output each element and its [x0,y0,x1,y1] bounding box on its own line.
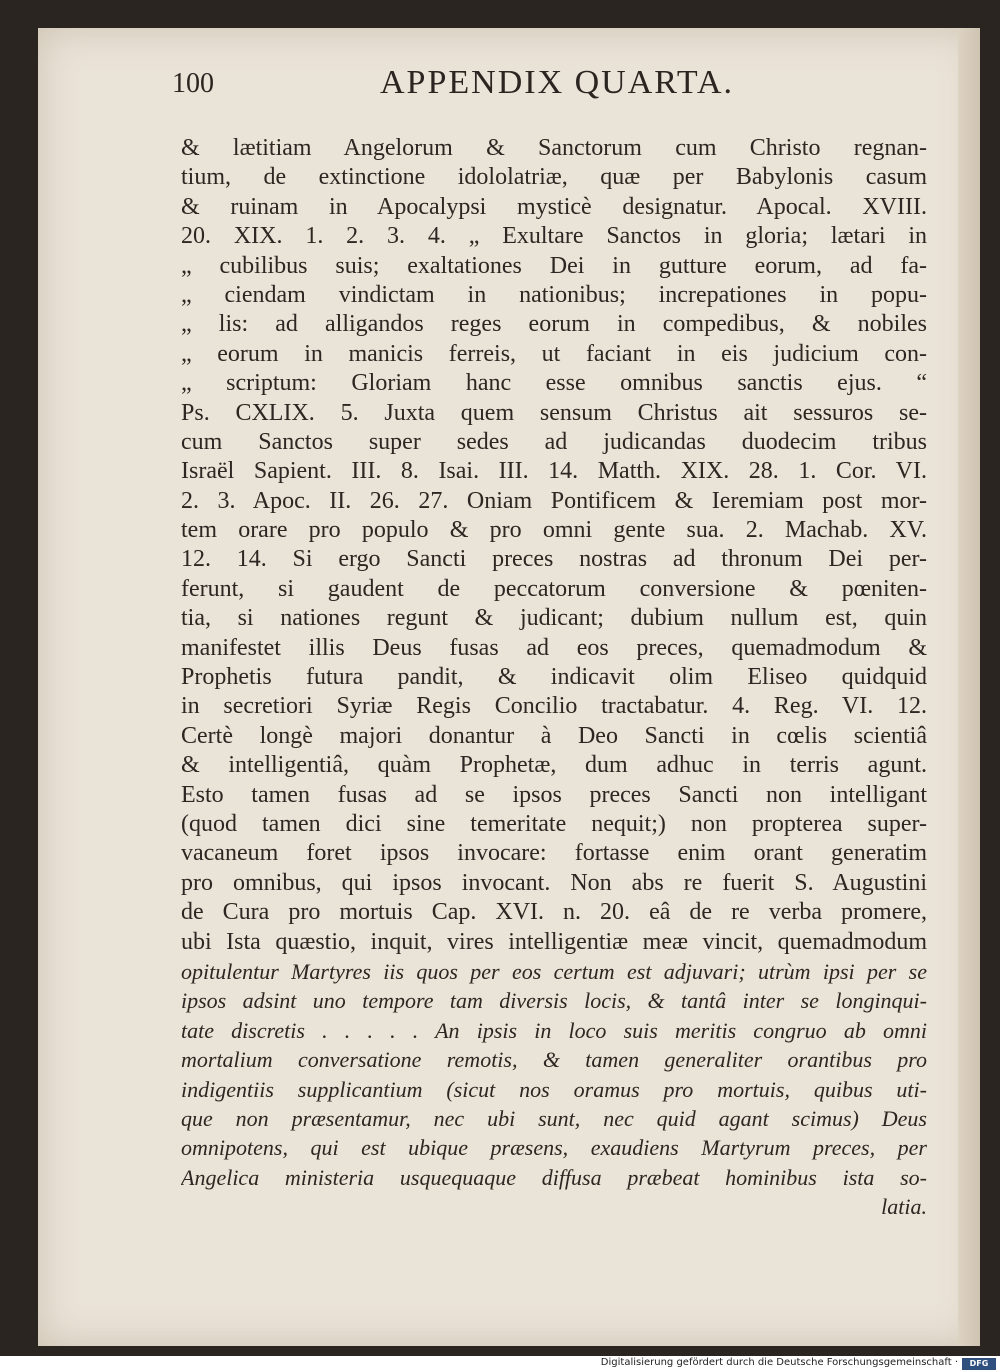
digitization-credit: Digitalisierung gefördert durch die Deutsche Forschungsgemeinschaft · [600,1357,958,1368]
text-line: 2. 3. Apoc. II. 26. 27. Oniam Pontificem & Ieremiam post mor- [181,487,927,514]
footer-bar [0,1356,1000,1372]
text-line: que non præsentamur, nec ubi sunt, nec quid agant scimus) Deus [181,1105,927,1131]
text-line: indigentiis supplicantium (sicut nos oramus pro mortuis, quibus uti- [181,1076,927,1102]
dfg-logo: DFG [962,1358,996,1370]
page-header [172,62,912,112]
running-title: APPENDIX QUARTA. [380,64,735,101]
text-line: 12. 14. Si ergo Sancti preces nostras ad thronum Dei per- [181,546,927,573]
text-line: latia. [881,1194,927,1220]
text-line: Esto tamen fusas ad se ipsos preces Sancti non intelligant [181,781,927,808]
text-line: tate discretis . . . . . An ipsis in loco suis meritis congruo ab omni [181,1017,927,1043]
text-line: opitulentur Martyres iis quos per eos certum est adjuvari; utrùm ipsi per se [181,958,927,984]
page-edge [958,28,980,1346]
text-line: cum Sanctos super sedes ad judicandas duodecim tribus [181,428,927,455]
text-line: „ ciendam vindictam in nationibus; increpationes in popu- [181,281,927,308]
text-line: in secretiori Syriæ Regis Concilio tractabatur. 4. Reg. VI. 12. [181,693,927,720]
text-line: omnipotens, qui est ubique præsens, exaudiens Martyrum preces, per [181,1135,927,1161]
text-line: & intelligentiâ, quàm Prophetæ, dum adhuc in terris agunt. [181,752,927,779]
text-line: & lætitiam Angelorum & Sanctorum cum Christo regnan- [181,135,927,161]
text-line: Prophetis futura pandit, & indicavit olim Eliseo quidquid [181,664,927,691]
text-line: Ps. CXLIX. 5. Juxta quem sensum Christus ait sessuros se- [181,399,927,426]
text-line: tia, si nationes regunt & judicant; dubium nullum est, quin [181,605,927,632]
text-line: & ruinam in Apocalypsi mysticè designatur. Apocal. XVIII. [181,193,927,220]
text-line: de Cura pro mortuis Cap. XVI. n. 20. eâ de re verba promere, [181,899,927,926]
text-line: Angelica ministeria usquequaque diffusa præbeat hominibus ista so- [181,1164,927,1190]
text-line: (quod tamen dici sine temeritate nequit;) non propterea super- [181,810,927,837]
text-line: Certè longè majori donantur à Deo Sancti in cœlis scientiâ [181,722,927,749]
text-line: „ cubilibus suis; exaltationes Dei in gutture eorum, ad fa- [181,252,927,279]
text-line: pro omnibus, qui ipsos invocant. Non abs re fuerit S. Augustini [181,869,927,896]
body-text [181,134,927,1221]
text-line: „ scriptum: Gloriam hanc esse omnibus sanctis ejus. “ [181,370,927,397]
text-line: 20. XIX. 1. 2. 3. 4. „ Exultare Sanctos in gloria; lætari in [181,223,927,250]
text-line: vacaneum foret ipsos invocare: fortasse enim orant generatim [181,840,927,867]
text-line: Israël Sapient. III. 8. Isai. III. 14. Matth. XIX. 28. 1. Cor. VI. [181,458,927,485]
page-number: 100 [172,68,214,99]
text-line: „ lis: ad alligandos reges eorum in compedibus, & nobiles [181,311,927,338]
text-line: manifestet illis Deus fusas ad eos preces, quemadmodum & [181,634,927,661]
text-line: ferunt, si gaudent de peccatorum conversione & pœniten- [181,575,927,602]
text-line: ipsos adsint uno tempore tam diversis locis, & tantâ inter se longinqui- [181,988,927,1014]
text-line: tium, de extinctione idololatriæ, quæ per Babylonis casum [181,164,927,191]
text-line: tem orare pro populo & pro omni gente sua. 2. Machab. XV. [181,517,927,544]
text-line: mortalium conversatione remotis, & tamen generaliter orantibus pro [181,1047,927,1073]
text-line: „ eorum in manicis ferreis, ut faciant in eis judicium con- [181,340,927,367]
text-line: ubi Ista quæstio, inquit, vires intelligentiæ meæ vincit, quemadmodum [181,928,927,955]
